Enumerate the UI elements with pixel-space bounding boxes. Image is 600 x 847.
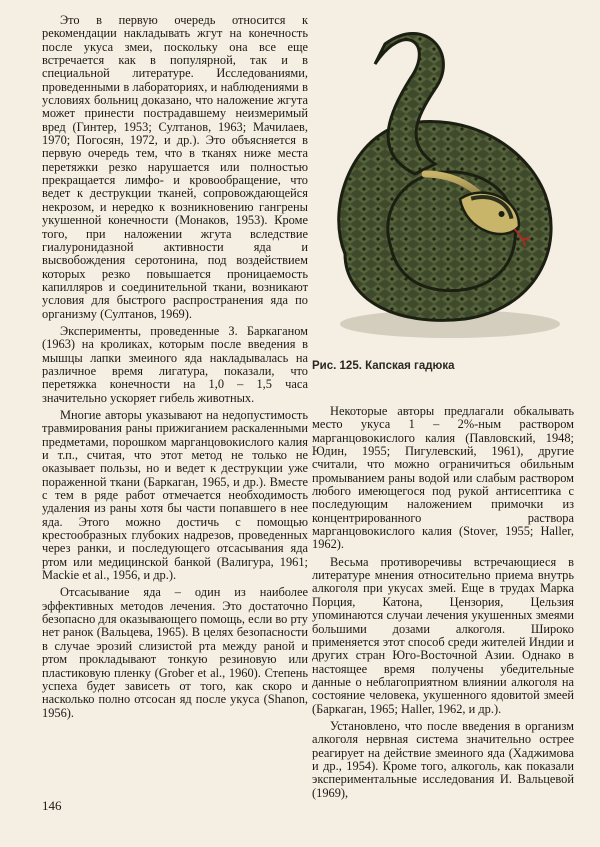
paragraph: Отсасывание яда – один из наиболее эффективных методов лечения. Это достаточно безопасно для оказывающего помощь, если во рту нет ранок (Вальцева, 1965). В целях безопасности в случае эрозий слизистой рта между раной и ртом прокладывают тонкую резиновую или пластиковую пленку (Grober et al., 1960). Степень успеха будет зависеть от того, как скоро и насколько полно отсосан яд после укуса (Shanon, 1956). <box>42 585 308 720</box>
paragraph: Некоторые авторы предлагали обкалывать место укуса 1 – 2%-ным раствором марганцовокислого калия (Павловский, 1948; Юдин, 1955; Пигулевский, 1961), другие считали, что можно ограничиться обильным промыванием раны водой или слабым раствором любого имеющегося под рукой антисептика с последующим наложением примочки из концентрированного раствора марганцовокислого калия (Stover, 1955; Haller, 1962). <box>312 404 574 552</box>
paragraph: Многие авторы указывают на недопустимость травмирования раны прижиганием раскаленными предметами, порошком марганцовокислого калия и т.п., считая, что этот метод не только не оказывает пользы, но и ведет к деструкции уже пораженной ткани (Баркаган, 1965, и др.). Вместе с тем в ряде работ отмечается необходимость удаления из раны хотя бы части попавшего в нее яда. Этого можно достичь с помощью крестообразных глубоких надрезов, проведенных через ранки, и последующего отсасывания яда ртом или медицинской банкой (Валигура, 1961; Mackie et al., 1956, и др.). <box>42 407 308 583</box>
left-text-column <box>42 14 308 724</box>
page-number: 146 <box>42 798 62 813</box>
paragraph: Это в первую очередь относится к рекомендации накладывать жгут на конечность после укуса змеи, поскольку она все еще встречается как в популярной, так и в специальной литературе. Исследованиями, проведенными в лабораториях, и наблюдениями в условиях больниц доказано, что наложение жгута может принести пострадавшему неизмеримый вред (Гинтер, 1953; Султанов, 1963; Мачилаев, 1970; Погосян, 1972, и др.). Это объясняется в первую очередь тем, что в тканях ниже места перетяжки резко нарушается или полностью прекращается лимфо- и кровообращение, что ведет к деструкции тканей, сопровождающейся некрозом, и нередко к возникновению гангрены укушенной конечности (Монаков, 1953). Кроме того, при наложении жгута вследствие гиалуронидазной активности яда и высвобождения серотонина, под воздействием которых резко повышается проницаемость капилляров и соединительной ткани, возникают условия для быстрого распространения яда по организму (Султанов, 1969). <box>42 13 308 321</box>
paragraph: Установлено, что после введения в организм алкоголя нервная система значительно острее реагирует на действие змеиного яда (Хаджимова и др., 1954). Кроме того, алкоголь, как показали экспериментальные исследования И. Вальцевой (1969), <box>312 718 574 800</box>
paragraph: Эксперименты, проведенные З. Баркаганом (1963) на кроликах, которым после введения в мышцы лапки змеиного яда накладывалась на различное время лигатура, показали, что перетяжка конечности на 1,0 – 1,5 часа значительно ускоряет гибель животных. <box>42 323 308 405</box>
right-text-column <box>312 405 574 804</box>
snake-illustration <box>315 24 577 344</box>
paragraph: Весьма противоречивы встречающиеся в литературе мнения относительно приема внутрь алкоголя при укусах змей. Еще в трудах Марка Порция, Катона, Цензория, Цельзия упоминаются случаи лечения укушенных змеями большими дозами алкоголя. Широко применяется этот способ среди жителей Индии и других стран Юго-Восточной Азии. Однако в настоящее время получены убедительные данные о неблагоприятном влиянии алкоголя на состояние человека, укушенного ядовитой змеей (Баркаган, 1965; Haller, 1962, и др.). <box>312 554 574 716</box>
figure-caption: Рис. 125. Капская гадюка <box>312 360 455 372</box>
